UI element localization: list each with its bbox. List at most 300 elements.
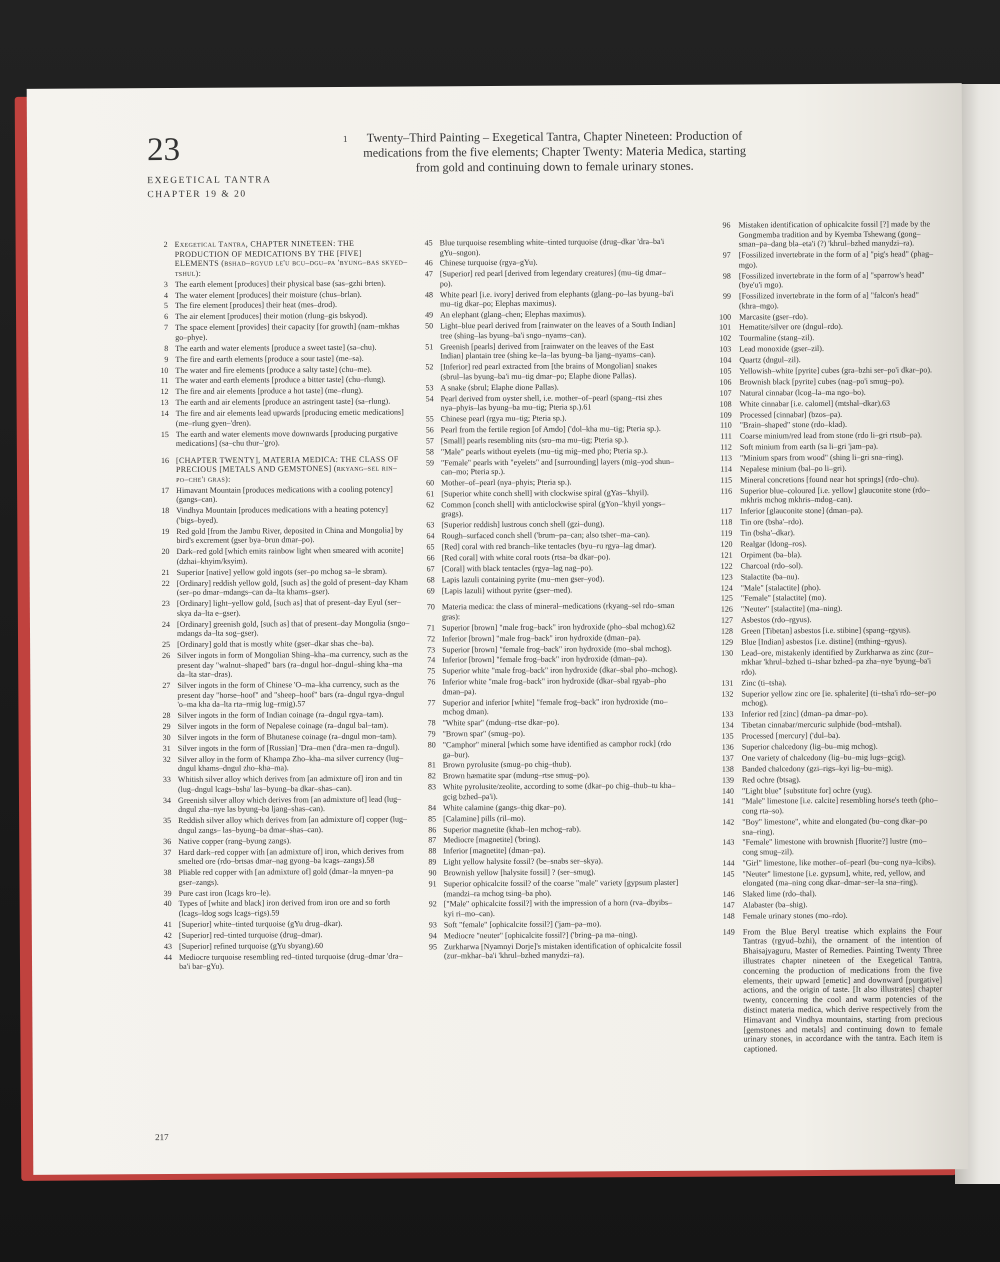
caption-entry [421,867,681,878]
caption-entry [421,823,681,834]
caption-text: The fire and air elements [produce a hot taste] (me–rlung). [175,386,364,397]
caption-number: 48 [424,290,433,300]
caption-number: 16 [160,455,169,465]
caption-text: [Coral] with black tentacles (rgya–lag nag–po). [441,563,594,574]
caption-number: 132 [721,689,734,699]
caption-number: 75 [427,666,436,676]
chapter-label-line1: EXEGETICAL TANTRA [147,175,272,187]
caption-text: Chinese pearl (rgya mu–tig; Pteria sp.). [440,413,567,424]
caption-entry [418,237,678,258]
caption-number: 107 [719,388,732,398]
caption-entry [155,598,410,619]
caption-number: 50 [425,321,434,331]
caption-entry [421,770,681,781]
caption-number: 79 [427,729,436,739]
caption-entry [695,709,940,720]
caption-text: [Superior] red–tinted turquoise (drug–dmar). [178,929,323,940]
caption-entry [697,910,942,921]
caption-text: Exegetical Tantra, CHAPTER NINETEEN: THE PRODUCTION OF MEDICATIONS BY THE [FIVE] ELEMENTS (bshad–rgyud le'u bcu–dgu–pa 'byung–bas skyed–tshul): [174,238,408,278]
caption-entry [695,636,940,647]
caption-number: 139 [721,775,734,785]
caption-number: 56 [425,425,434,435]
caption-entry [156,731,411,742]
caption-number: 58 [425,447,434,457]
chapter-label-line2: CHAPTER 19 & 20 [147,189,247,201]
caption-number: 9 [164,354,169,364]
caption-number: 120 [720,539,733,549]
caption-text: [Superior reddish] lustrous conch shell (gzi–dung). [441,519,605,530]
caption-text: Tourmaline (stang–zil). [739,333,815,343]
caption-number: 23 [161,599,170,609]
caption-text: ["Male" ophicalcite fossil?] with the impression of a horn (rva–dbyibs–kyi ri–mo–can). [443,898,673,919]
caption-text: [Fossilized invertebrate in the form of a] "sparrow's head" (bye'u'i mgo). [738,269,925,290]
caption-entry [694,516,939,527]
caption-entry [155,710,410,721]
chapter-number: 23 [146,131,181,169]
caption-number: 128 [720,626,734,636]
caption-text: The fire and earth elements [produce a sour taste] (me–sa). [175,353,364,364]
caption-text: Superior blue–coloured [i.e. yellow] glauconite stone (rdo–mkhris mchog mkhris–mdog–can). [740,485,930,505]
caption-text: From the Blue Beryl treatise which explains the Four Tantras (rgyud–bzhi), the ornament of the intention of Bhaisajyaguru, Master of Remedies. Painting Twenty Three illustrates chapter nineteen of the Exegetical Tantra, concerning the production of medications from the five elements, their upward [emetic] and downward [purgative] actions, and the origin of taste. [It also illustrates] chapter twenty, concerning the cool and warm potencies of the distinct materia medica, which derive respectively from the Himavant and Vindhya mountains, starting from precious [gemstones and metals] and continuing down to female urinary stones, in accordance with the tantra. Each item is captioned. [742,925,943,1054]
caption-number: 2 [163,240,168,250]
caption-number: 117 [720,506,733,516]
caption-entry [156,721,411,732]
caption-entry [693,344,938,355]
caption-text: "Boy" limestone", white and elongated (bu–cong dkar–po sna–ring). [742,816,928,837]
caption-entry [420,563,680,574]
caption-number: 64 [426,531,435,541]
caption-text: Pliable red copper with [an admixture of] gold (dmar–la mnyen–pa gser–zangs). [178,866,394,887]
caption-text: "Minium spars from wood" (shing li–gri sna–ring). [739,452,904,463]
caption-number: 18 [161,506,170,516]
caption-text: The water and fire elements [produce a salty taste] (chu–me). [175,364,372,375]
caption-number: 99 [722,291,731,301]
caption-entry [153,375,408,386]
caption-entry [153,311,408,322]
caption-number: 5 [163,301,169,311]
caption-number: 53 [425,383,434,393]
caption-number: 106 [719,377,732,387]
caption-entry [155,618,410,639]
caption-text: [Ordinary] light–yellow gold, [such as] that of present–day Eyul (ser–skya da–lta e–gser). [176,597,401,618]
caption-entry [694,431,939,442]
caption-number: 81 [427,760,436,770]
caption-text: "Brain–shaped" stone (rdo–klad). [739,420,847,430]
caption-text: Blue turquoise resembling white–tinted turquoise (drug–dkar 'dra–ba'i gYu–sngon). [439,236,665,257]
caption-entry [154,484,409,505]
caption-entry [695,614,940,625]
caption-text: Soft "female" [ophicalcite fossil?] ('jam–pa–mo). [443,919,602,930]
caption-entry [694,463,939,474]
caption-text: Processed [cinnabar] (bzos–pa). [739,409,843,420]
caption-number: 32 [162,754,171,764]
caption-entry [696,763,941,774]
caption-entry [419,477,679,488]
caption-entry [696,785,941,796]
caption-entry [418,268,678,289]
caption-entry [421,834,681,845]
caption-text: Inferior [brown] "female frog–back" iron hydroxide (dman–pa). [442,654,648,665]
caption-text: Hematite/silver ore (dngul–rdo). [739,322,843,332]
caption-number: 129 [721,637,734,647]
caption-entry [156,742,411,753]
caption-text: "Male" limestone [i.e. calcite] resembling horse's teeth (pho–cong rta–so). [742,795,938,816]
caption-number: 35 [163,816,172,826]
caption-entry [694,387,939,398]
caption-text: "Female" limestone with brownish [fluorite?] lustre (mo–cong smug–zil). [742,836,927,857]
caption-text: Silver ingots in form of Mongolian Shing–kha–ma currency, such as the present day "walnut–shaped" bars (ra–dngul hor–dngul–shing kha–ma da–lta star–dras). [177,649,408,680]
caption-text: Superior [brown] "female frog–back" iron hydroxide (mo–sbal mchog). [442,643,672,654]
caption-text: Realgar (ldong–ros). [740,539,807,549]
caption-entry [153,239,408,279]
caption-number: 90 [428,868,437,878]
caption-entry [695,582,940,593]
caption-entry [421,813,681,824]
caption-number: 38 [163,868,172,878]
caption-number: 116 [720,486,733,496]
caption-entry [418,320,678,341]
caption-entry [695,625,940,636]
caption-text: [CHAPTER TWENTY], MATERIA MEDICA: THE CLASS OF PRECIOUS [METALS AND GEMSTONES] (rkyang–sel rin–po–che'i gras): [175,454,399,484]
caption-text: Marcasite (gser–rdo). [739,311,808,322]
caption-number: 44 [163,952,173,962]
caption-entry [695,677,940,688]
caption-number: 95 [428,942,437,952]
caption-number: 84 [428,803,437,813]
caption-number: 123 [720,572,733,582]
caption-column-2 [418,237,682,963]
caption-entry [696,837,941,858]
caption-entry [693,322,938,333]
caption-text: Chinese turquoise (rgya–gYu). [439,258,538,268]
caption-number: 89 [428,857,437,867]
caption-entry [418,382,678,393]
caption-number: 33 [162,775,171,785]
caption-entry [157,929,412,940]
caption-number: 25 [162,640,171,650]
caption-entry [153,342,408,353]
caption-text: Superior chalcedony (lig–bu–mig mchog). [741,741,878,752]
caption-entry [156,846,411,867]
caption-entry [419,488,679,499]
caption-number: 108 [719,399,732,409]
caption-entry [155,577,410,598]
caption-number: 94 [428,931,437,941]
caption-number: 92 [428,899,437,909]
caption-column-1 [153,239,412,974]
caption-number: 24 [161,619,170,629]
caption-entry [693,354,938,365]
caption-text: Blue [Indian] asbestos [i.e. distine] (mthing–rgyus). [741,636,907,647]
caption-text: Red gold [from the Jambu River, deposited in China and Mongolia] by bird's excrement (gser bya–brun dmar–po). [176,525,404,546]
caption-number: 141 [722,796,735,807]
caption-number: 34 [163,795,172,805]
caption-number: 110 [720,421,732,431]
caption-text: The space element [provides] their capacity [for growth] (nam–mkhas go–phye). [175,321,400,342]
caption-entry [153,278,408,289]
caption-number: 122 [720,561,733,571]
caption-entry [422,898,682,919]
caption-entry [419,413,679,424]
caption-text: Superior [native] yellow gold ingots (ser–po mchog sa–le sbram). [176,566,388,577]
caption-text: Asbestos (rdo–rgyus). [740,615,812,625]
caption-number: 76 [427,677,436,687]
caption-text: Types of [white and black] iron derived from iron ore and so forth (lcags–ldog sogs lcags–rigs).59 [178,898,391,918]
caption-number: 69 [426,586,435,596]
caption-text: Zurkharwa [Nyamnyi Dorje]'s mistaken identification of ophicalcite fossil (zur–mkhar–ba'i 'khrul–bzhed manydzi–ra). [443,940,682,961]
caption-text: Superior magnetite (khab–len mchog–rab). [443,824,581,834]
caption-number: 66 [426,553,435,563]
caption-text: Natural cinnabar (lcog–la–ma ngo–bo). [739,387,866,398]
caption-entry [694,506,939,517]
caption-number: 83 [427,782,436,792]
caption-text: Hard dark–red copper with [an admixture of] iron, which derives from smelted ore (rdo–brtsas dmar–nag gyong–ba lcags–zangs).58 [178,846,404,867]
caption-entry [694,474,939,485]
caption-text: "Neuter" [stalactite] (ma–ning). [740,604,843,614]
caption-entry [418,289,678,310]
caption-entry [695,604,940,615]
caption-number: 147 [722,900,735,910]
caption-entry [694,527,939,538]
caption-number: 27 [162,681,171,691]
caption-text: Brownish black [pyrite] cubes (nag–po'i smug–po). [739,376,905,387]
caption-text: [Ordinary] greenish gold, [such as] that of present–day Mongolia (sngo–mdangs da–lta sog–gser). [176,618,410,639]
caption-entry [420,622,680,633]
caption-number: 20 [161,547,170,557]
caption-number: 62 [426,500,435,510]
caption-entry [420,552,680,563]
caption-number: 112 [720,442,732,452]
caption-number: 12 [160,387,169,397]
caption-entry [156,867,411,888]
caption-text: Orpiment (ba–bla). [740,549,802,560]
caption-number: 145 [722,869,735,879]
caption-number: 134 [721,720,734,730]
caption-number: 105 [719,366,732,376]
caption-text: Mediocre turquoise resembling red–tinted turquoise (drug–dmar 'dra–ba'i bar–gYu). [178,951,403,972]
caption-number: 103 [719,344,732,354]
caption-text: [Small] pearls resembling nits (sro–ma mu–tig; Pteria sp.). [440,435,629,446]
caption-text: Brownish yellow [halysite fossil] ? (ser–smug). [443,867,596,878]
caption-number: 126 [720,604,733,614]
caption-text: The fire element [produces] their heat (mes–drod). [174,300,337,311]
caption-number: 142 [722,817,735,827]
caption-text: Coarse minium/red lead from stone (rdo li–gri rtsub–pa). [739,430,923,441]
caption-entry [419,435,679,446]
caption-text: Mediocre [magnetite] ('bring). [443,835,541,845]
caption-entry [418,341,678,362]
caption-text: Rough–surfaced conch shell ('brum–pa–can; also tsher–ma–can). [441,530,650,541]
caption-text: Inferior [glauconite stone] (dman–pa). [740,506,863,516]
caption-text: Greenish [pearls] derived from [rainwater on the leaves of the East Indian] plantain tree (shing ke–la–las byung–ba ljang–nyams–can). [440,340,656,361]
caption-number: 137 [721,753,734,763]
caption-number: 65 [426,542,435,552]
caption-text: [Superior] refined turquoise (gYu sbyang).60 [178,940,324,951]
caption-entry [155,566,410,577]
caption-entry [153,322,408,343]
caption-entry [694,442,939,453]
caption-entry [157,887,412,898]
caption-entry [696,796,941,817]
caption-entry [420,665,680,676]
caption-text: "Girl" limestone, like mother–of–pearl (bu–cong nya–lcibs). [742,857,936,868]
caption-entry [422,941,682,962]
caption-text: The earth element [produces] their physical base (sas–gzhi brten). [174,278,386,289]
caption-text: The water element [produces] their moisture (chus–brlan). [174,289,362,300]
caption-number: 149 [722,927,735,937]
caption-entry [419,446,679,457]
caption-entry [695,593,940,604]
caption-number: 88 [428,846,437,856]
caption-text: The fire and air elements lead upwards [producing emetic medications] (me–rlung gyen–'dren). [175,407,404,428]
caption-number: 67 [426,564,435,574]
caption-entry [155,639,410,650]
caption-entry [419,519,679,530]
caption-text: Vindhya Mountain [produces medications with a heating potency] ('bigs–byed). [176,504,388,525]
caption-entry [156,835,411,846]
caption-text: [Red coral] with white coral roots (rtsa–ba dkar–po). [441,552,611,563]
caption-entry [418,309,678,320]
caption-number: 22 [161,578,170,588]
caption-entry [696,719,941,730]
caption-entry [421,717,681,728]
caption-number: 26 [162,650,171,661]
caption-text: Tin ore (bsha'–rdo). [740,517,804,527]
caption-number: 15 [160,429,169,439]
caption-text: White calamine (gangs–thig dkar–po). [443,802,567,813]
caption-text: The earth and air elements [produce an astringent taste] (sa–rlung). [175,396,391,408]
caption-number: 63 [426,520,435,530]
caption-number: 4 [163,290,168,300]
caption-number: 114 [720,464,733,474]
caption-text: Slaked lime (rdo–thal). [742,889,817,899]
caption-number: 74 [427,655,436,665]
caption-text: Mistaken identification of ophicalcite fossil [?] made by the Gongmemba tradition and by Kyemba Tshewang (gong–sman–pa–dang bla–eta'i (?) 'khrul–bzhed manydzi–ra). [738,219,931,249]
caption-number: 146 [722,889,735,899]
caption-text: Inferior [brown] "male frog–back" iron hydroxide (dman–pa). [442,632,641,644]
caption-text: [Fossilized invertebrate in the form of a] "falcon's head" (khra–mgo). [738,290,919,311]
caption-number: 6 [164,312,169,322]
caption-entry [693,365,938,376]
caption-number: 39 [163,888,172,898]
caption-text: Charcoal (rdo–sol). [740,560,803,571]
caption-entry [694,538,939,549]
caption-text: An elephant (glang–chen; Elephas maximus). [440,309,587,320]
caption-entry [695,549,940,560]
caption-number: 130 [721,648,734,658]
caption-entry [695,571,940,582]
caption-text: [Ordinary] gold that is mostly white (gser–dkar shas che–ba). [177,638,374,650]
caption-entry [696,774,941,785]
caption-entry [421,802,681,813]
caption-number: 14 [160,409,169,419]
caption-number: 135 [721,731,734,741]
caption-text: Himavant Mountain [produces medications with a cooling potency] (gangs–can). [176,484,393,505]
caption-text: "Male" pearls without eyelets (mu–tig mig–med pho; Pteria sp.). [440,445,648,457]
caption-number: 86 [428,824,437,834]
caption-text: "Camphor" mineral [which some have identified as camphor rock] (rdo ga–bur). [442,738,672,759]
caption-number: 113 [720,453,732,463]
caption-entry [421,759,681,770]
caption-text: Superior yellow zinc ore [ie. sphalerite] (ti–tsha'i rdo–ser–po mchog). [741,688,937,708]
caption-text: Reddish silver alloy which derives from [an admixture of] copper (lug–dngul zangs– las–byung–ba dmar–shas–can). [178,814,408,835]
caption-number: 97 [722,250,731,260]
caption-entry [157,918,412,929]
caption-text: Materia medica: the class of mineral–medications (rkyang–sel rdo–sman gras): [441,601,675,622]
caption-text: Processed [mercury] ('dul–ba). [741,730,841,741]
caption-text: Red ochre (btsag). [741,774,801,785]
caption-entry [155,650,410,680]
caption-text: The air element [produces] their motion (rlung–gis bskyod). [175,311,368,322]
caption-entry [154,546,409,567]
caption-text: Quartz (dngul–zil). [739,355,801,365]
caption-number: 148 [722,911,735,921]
caption-text: Superior ophicalcite fossil? of the coarse "male" variety [gypsum plaster] (mandzi–ra mchog tsing–ba pho). [443,877,679,898]
caption-entry [694,409,939,420]
caption-entry [693,333,938,344]
caption-entry [422,930,682,941]
caption-text: Nepalese minium (bal–po li–gri). [739,463,847,474]
caption-number: 98 [722,271,731,281]
painting-heading [342,128,752,175]
caption-text: White cinnabar [i.e. calomel] (mtshal–dkar).63 [739,398,891,409]
caption-entry [697,926,943,1055]
caption-text: "White spar" (mdung–rtse dkar–po). [442,717,560,728]
caption-entry [419,541,679,552]
caption-entry [153,289,408,300]
caption-text: [Red] coral with red branch–like tentacles (byu–ru rgya–lag dmar). [441,541,657,552]
caption-entry [419,424,679,435]
caption-entry [694,398,939,409]
caption-text: Common [conch shell] with anticlockwise spiral (gYon–'khyil yongs–grags). [441,498,666,519]
caption-number: 93 [428,920,437,930]
caption-number: 40 [163,899,172,909]
caption-entry [419,530,679,541]
caption-entry [156,774,411,795]
caption-entry [422,919,682,930]
caption-text: Brown pyrolusite (smug–po chig–thub). [442,760,572,770]
caption-entry [693,249,938,270]
caption-text: Stalactite (ba–nu). [740,571,800,582]
caption-number: 85 [428,814,437,824]
caption-entry [420,697,680,718]
caption-text: [Superior white conch shell] with clockwise spiral (gYas–'khyil). [441,488,649,499]
caption-text: Soft minium from earth (sa li–gri 'jam–pa). [739,441,878,452]
caption-number: 13 [160,398,169,408]
caption-entry [420,574,680,585]
caption-entry [156,794,411,815]
caption-text: Alabaster (ba–shig). [742,900,808,910]
caption-text: [Superior] red pearl [derived from legendary creatures] (mu–tig dmar–po). [439,268,666,289]
caption-text: Superior [brown] "male frog–back" iron hydroxide (pho–sbal mchog).62 [441,621,676,633]
caption-entry [154,428,409,449]
caption-number: 60 [426,478,435,488]
caption-entry [419,392,679,413]
caption-number: 47 [424,269,433,279]
caption-entry [695,647,940,677]
caption-number: 71 [426,623,436,633]
caption-number: 70 [426,602,435,612]
caption-entry [420,633,680,644]
caption-text: The water and earth elements [produce a bitter taste] (chu–rlung). [175,375,386,386]
caption-text: [Superior] white–tinted turquoise (gYu drug–dkar). [178,918,343,929]
heading-number: 1 [342,133,348,144]
chapter-label [147,173,271,202]
caption-text: [Lapis lazuli] without pyrite (gser–med). [441,585,573,596]
caption-text: Mother–of–pearl (nya–phyis; Pteria sp.). [441,477,572,488]
caption-number: 29 [162,722,171,732]
caption-number: 144 [722,858,735,868]
